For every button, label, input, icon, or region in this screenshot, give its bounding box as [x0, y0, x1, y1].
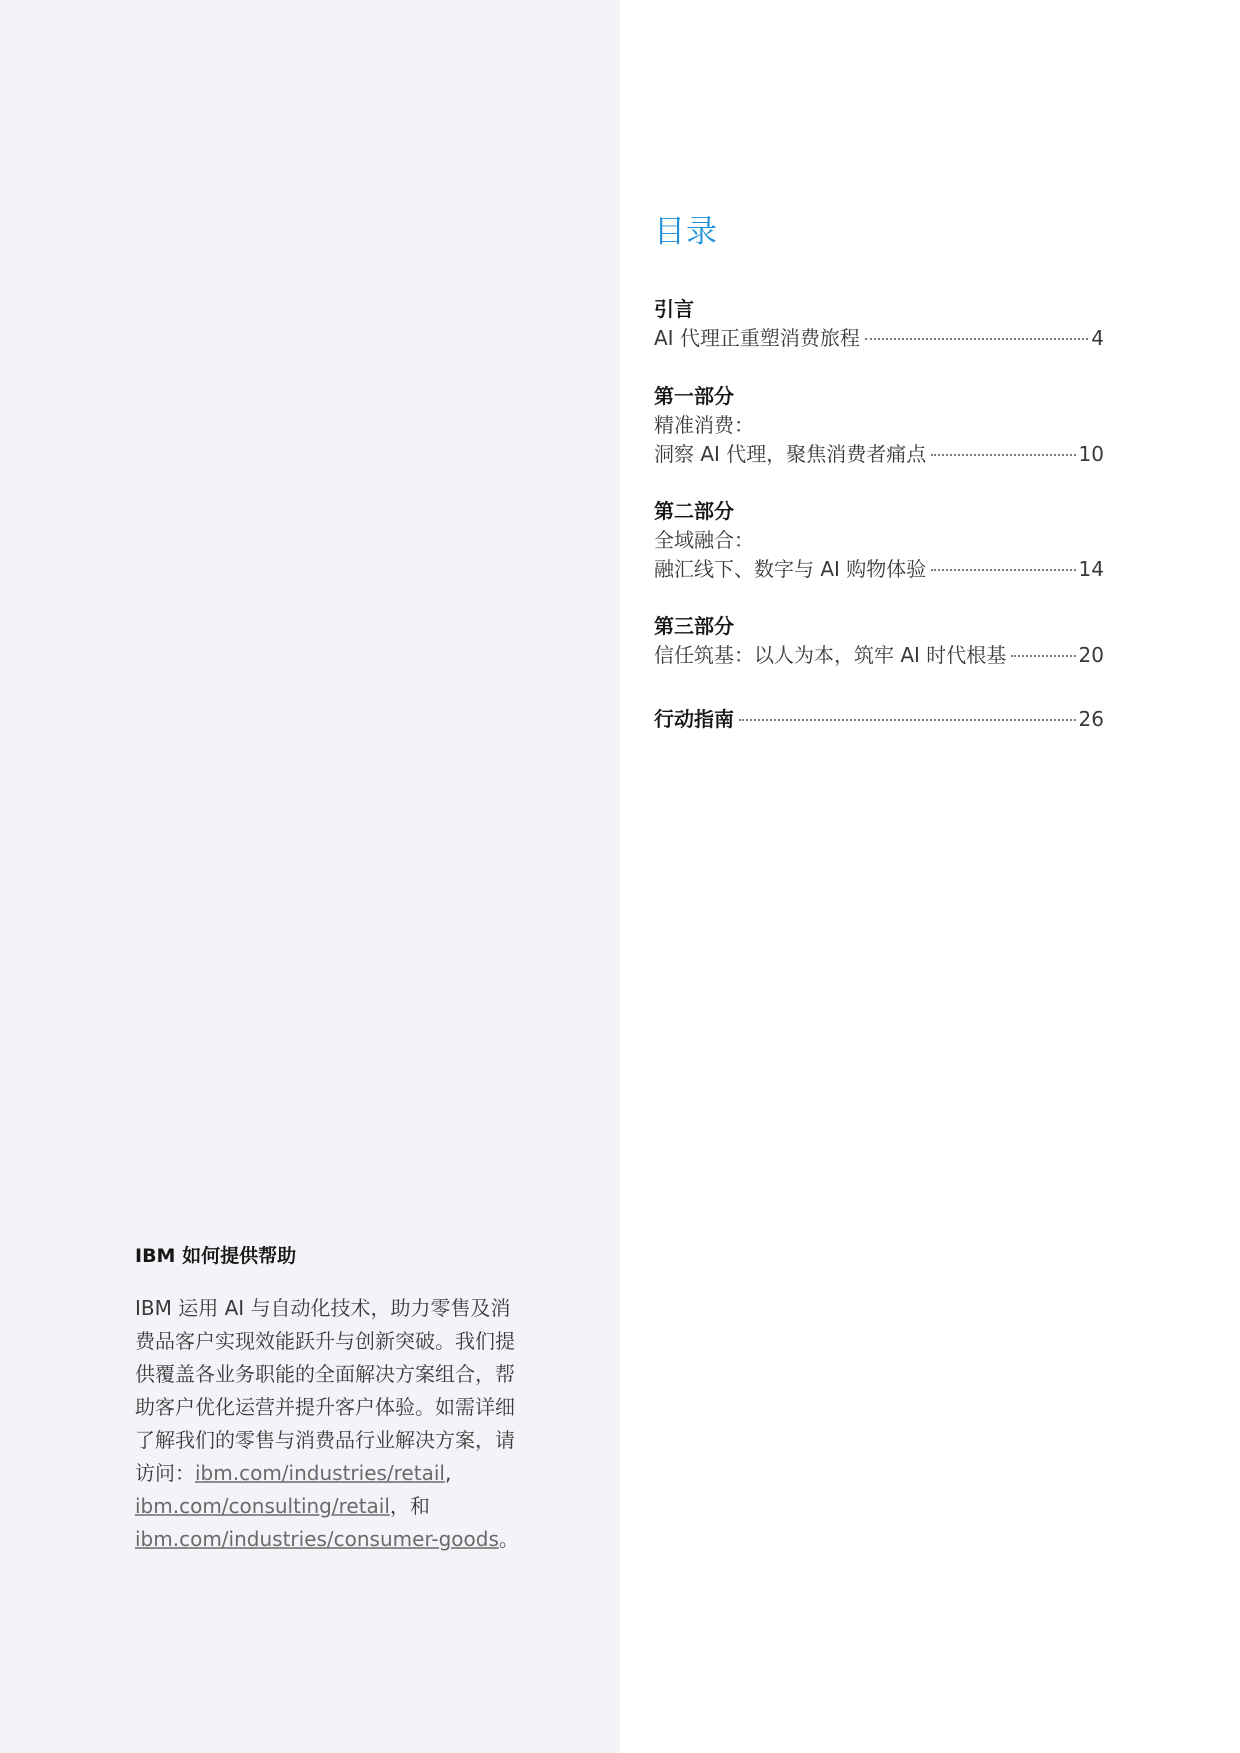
toc-heading: 第三部分: [654, 614, 734, 638]
help-body-text: IBM 运用 AI 与自动化技术，助力零售及消费品客户实现效能跃升与创新突破。我们提供覆盖各业务职能的全面解决方案组合，帮助客户优化运营并提升客户体验。如需详细了解我们的零售与消费品行业解决方案，请访问：: [135, 1296, 515, 1485]
link-separator: ,: [444, 1461, 452, 1485]
toc-heading: 第二部分: [654, 499, 734, 523]
toc-page-number: 20: [1078, 643, 1104, 667]
toc-entry[interactable]: [654, 440, 1104, 469]
toc-leader-dots: [931, 454, 1075, 456]
retail-industries-link[interactable]: ibm.com/industries/retail: [195, 1461, 445, 1485]
toc-title: 目录: [654, 214, 718, 250]
toc-page-number: 4: [1091, 326, 1104, 350]
toc-subtitle: 精准消费：: [654, 413, 754, 437]
toc-leader-dots: [1011, 655, 1075, 657]
toc-entry[interactable]: [654, 641, 1104, 670]
right-panel: [620, 0, 1240, 1753]
toc-leader-dots: [865, 338, 1088, 340]
toc-section-action-guide: [654, 705, 1104, 734]
toc-entry[interactable]: [654, 555, 1104, 584]
help-title: IBM 如何提供帮助: [135, 1245, 297, 1267]
toc-section-part-two: [654, 497, 1104, 584]
toc-section-part-three: [654, 612, 1104, 670]
link-separator: ，和: [389, 1494, 430, 1518]
toc-entry-text: 行动指南: [654, 707, 734, 731]
toc-page-number: 10: [1078, 442, 1104, 466]
toc-entry[interactable]: [654, 324, 1104, 353]
toc-entry-text: 信任筑基：以人为本，筑牢 AI 时代根基: [654, 643, 1007, 667]
toc-entry-text: AI 代理正重塑消费旅程: [654, 326, 860, 350]
toc-leader-dots: [739, 719, 1076, 721]
toc-entry-text: 融汇线下、数字与 AI 购物体验: [654, 557, 927, 581]
toc-section-introduction: [654, 295, 1104, 353]
toc-entry-text: 洞察 AI 代理，聚焦消费者痛点: [654, 442, 927, 466]
toc-heading: 第一部分: [654, 384, 734, 408]
toc-section-part-one: [654, 382, 1104, 469]
help-body: [135, 1292, 530, 1556]
toc-subtitle: 全域融合：: [654, 528, 754, 552]
help-body-end: 。: [498, 1527, 519, 1551]
consumer-goods-link[interactable]: ibm.com/industries/consumer-goods: [135, 1527, 499, 1551]
toc-leader-dots: [931, 569, 1075, 571]
toc-entry[interactable]: [654, 705, 1104, 734]
toc-page-number: 14: [1078, 557, 1104, 581]
consulting-retail-link[interactable]: ibm.com/consulting/retail: [135, 1494, 390, 1518]
toc-heading: 引言: [654, 297, 694, 321]
toc-page-number: 26: [1078, 707, 1104, 731]
